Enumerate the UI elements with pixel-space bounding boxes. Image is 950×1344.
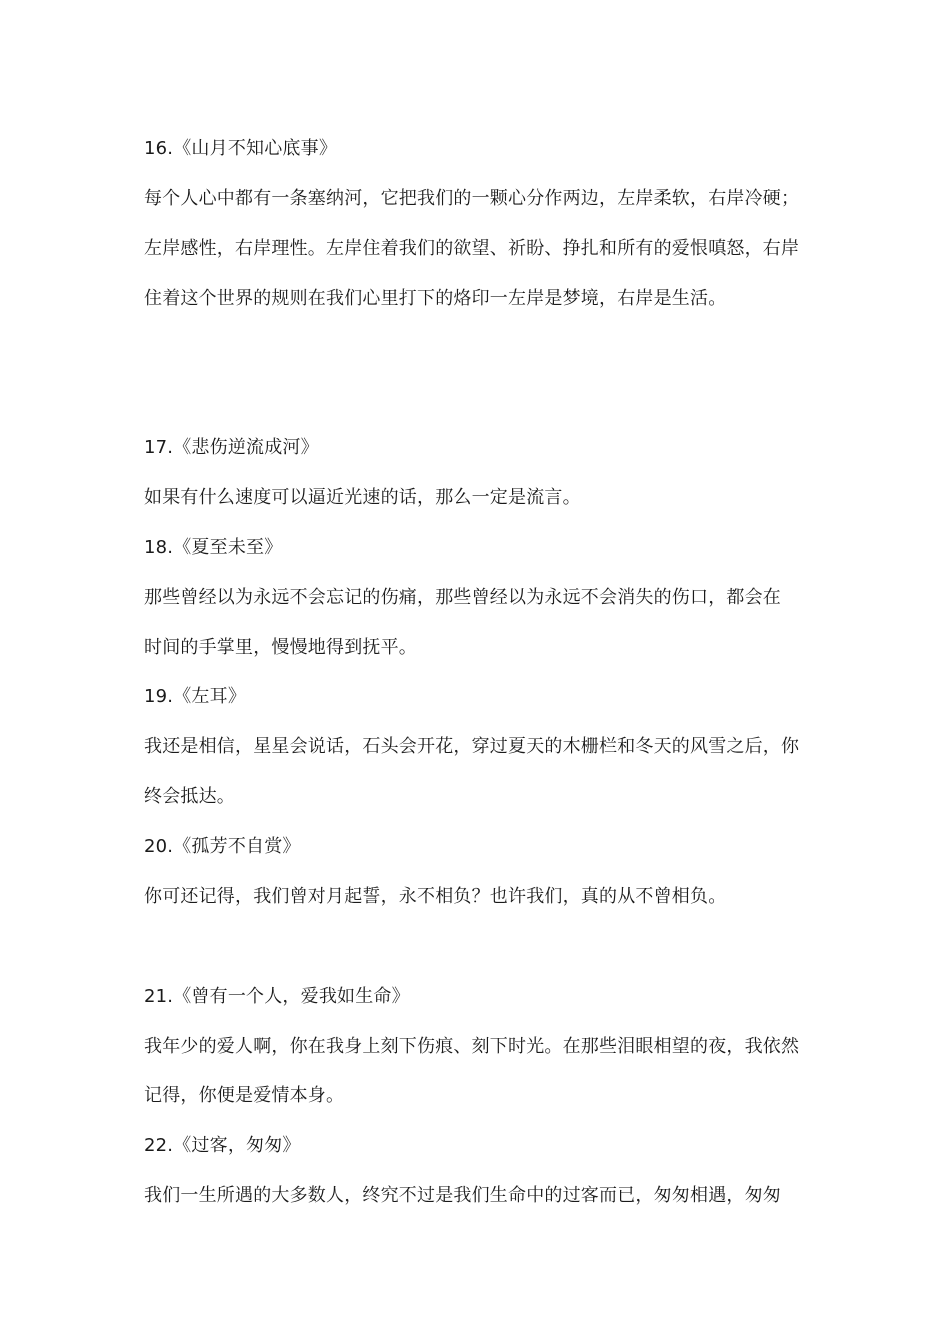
entry-21-line-1: 我年少的爱人啊，你在我身上刻下伤痕、刻下时光。在那些泪眼相望的夜，我依然 [144,1036,800,1057]
entry-19-line-2: 终会抵达。 [144,786,235,807]
entry-17-title: 17.《悲伤逆流成河》 [144,437,319,458]
entry-22-line-1: 我们一生所遇的大多数人，终究不过是我们生命中的过客而已，匆匆相遇，匆匆 [144,1185,781,1206]
entry-17-line-1: 如果有什么速度可以逼近光速的话，那么一定是流言。 [144,487,581,508]
entry-21-title: 21.《曾有一个人，爱我如生命》 [144,986,410,1007]
entry-20-title: 20.《孤芳不自赏》 [144,836,301,857]
entry-19-line-1: 我还是相信，星星会说话，石头会开花，穿过夏天的木栅栏和冬天的风雪之后，你 [144,736,800,757]
entry-16-title: 16.《山月不知心底事》 [144,138,338,159]
entry-18-line-1: 那些曾经以为永远不会忘记的伤痛，那些曾经以为永远不会消失的伤口，都会在 [144,587,781,608]
entry-16-line-2: 左岸感性，右岸理性。左岸住着我们的欲望、祈盼、挣扎和所有的爱恨嗔怒，右岸 [144,238,800,259]
entry-21-line-2: 记得，你便是爱情本身。 [144,1085,345,1106]
entry-16-line-3: 住着这个世界的规则在我们心里打下的烙印一左岸是梦境，右岸是生活。 [144,288,727,309]
entry-20-line-1: 你可还记得，我们曾对月起誓，永不相负？也许我们，真的从不曾相负。 [144,886,727,907]
entry-22-title: 22.《过客，匆匆》 [144,1135,301,1156]
entry-16-line-1: 每个人心中都有一条塞纳河，它把我们的一颗心分作两边，左岸柔软，右岸冷硬； [144,188,800,209]
entry-19-title: 19.《左耳》 [144,686,247,707]
entry-18-line-2: 时间的手掌里，慢慢地得到抚平。 [144,637,417,658]
entry-18-title: 18.《夏至未至》 [144,537,283,558]
